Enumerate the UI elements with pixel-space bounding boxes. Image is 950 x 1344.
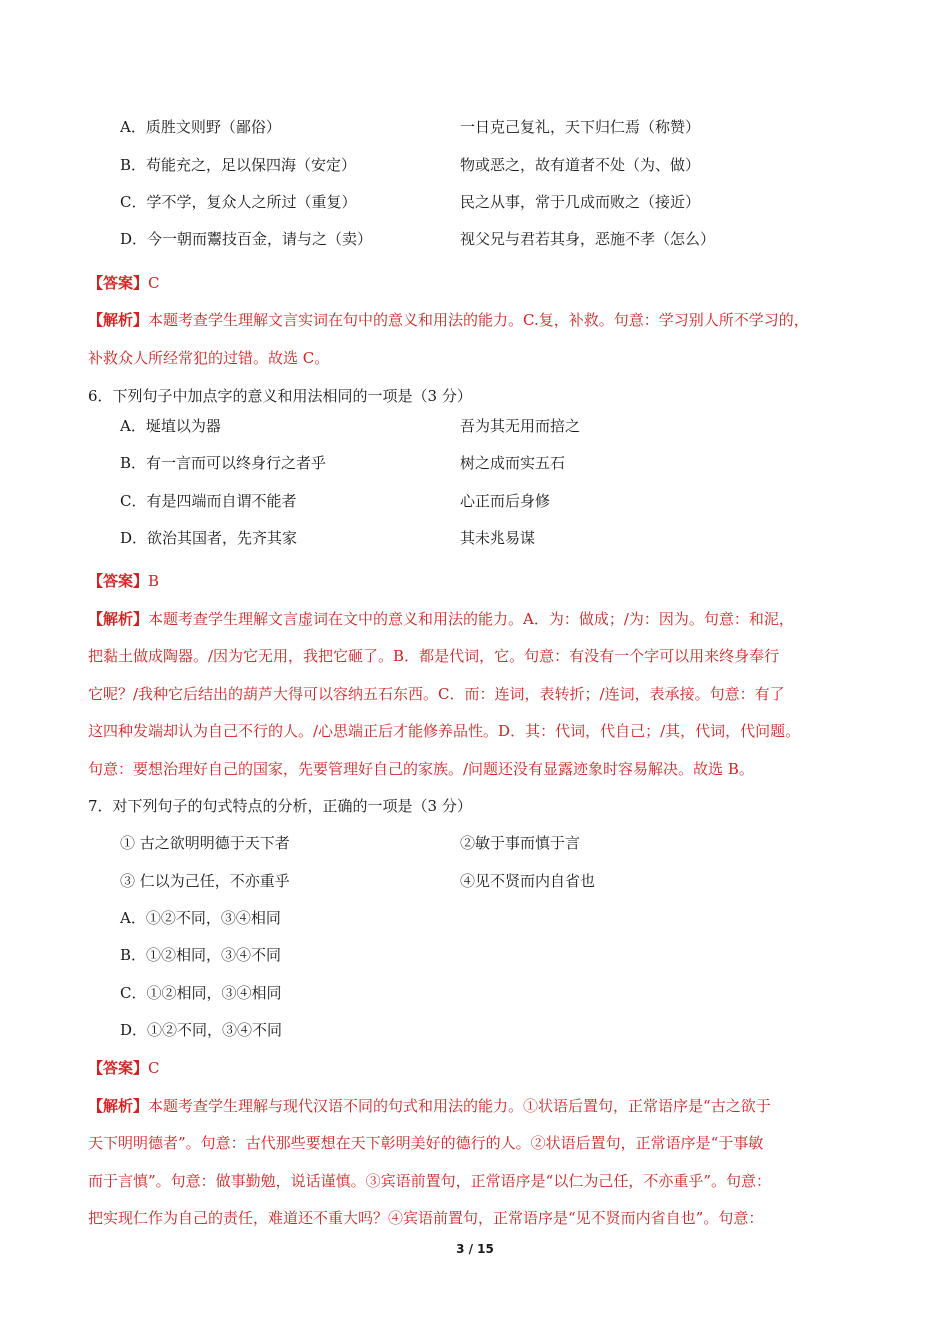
answer-value: B (148, 572, 160, 590)
analysis-tag: 【解析】 (88, 610, 149, 628)
q6-option-a-left: A．埏埴以为器 (120, 417, 221, 435)
q5-option-a-left: A．质胜文则野（鄙俗） (120, 118, 281, 136)
analysis-tag: 【解析】 (88, 311, 149, 329)
q5-option-b-right: 物或恶之，故有道者不处（为、做） (460, 156, 701, 174)
answer-tag: 【答案】 (88, 1059, 149, 1077)
q6-analysis-line-4: 这四种发端却认为自己不行的人。/心思端正后才能修养品性。D．其：代词，代自己；/其，代词，代问题。 (88, 722, 801, 740)
q7-analysis-line-4: 把实现仁作为自己的责任，难道还不重大吗？④宾语前置句，正常语序是“见不贤而内省自也”。句意： (88, 1209, 764, 1227)
q7-question: 7．对下列句子的句式特点的分析，正确的一项是（3 分） (88, 797, 472, 815)
q7-option-d: D．①②不同，③④不同 (120, 1021, 283, 1039)
q6-analysis-line-3: 它呢？/我种它后结出的葫芦大得可以容纳五石东西。C．而：连词，表转折；/连词，表承接。句意：有了 (88, 685, 785, 703)
q7-analysis-line-1: 【解析】本题考查学生理解与现代汉语不同的句式和用法的能力。①状语后置句，正常语序是“古之欲于 (88, 1097, 771, 1115)
q5-option-d-right: 视父兄与君若其身，恶施不孝（怎么） (460, 230, 716, 248)
q5-answer (88, 273, 160, 293)
q5-option-c-left: C．学不学，复众人之所过（重复） (120, 193, 357, 211)
q5-analysis-line-2: 补救众人所经常犯的过错。故选 C。 (88, 349, 330, 367)
q5-option-a-right: 一日克己复礼，天下归仁焉（称赞） (460, 118, 701, 136)
q6-analysis-line-5: 句意：要想治理好自己的国家，先要管理好自己的家族。/问题还没有显露迹象时容易解决。故选 B。 (88, 760, 754, 778)
answer-value: C (148, 274, 160, 292)
q6-option-d-right: 其未兆易谋 (460, 529, 536, 547)
q5-option-c-right: 民之从事，常于几成而败之（接近） (460, 193, 701, 211)
q6-analysis-line-1: 【解析】本题考查学生理解文言虚词在文中的意义和用法的能力。A．为：做成；/为：因为。句意：和泥， (88, 610, 794, 628)
q7-option-c: C．①②相同，③④相同 (120, 984, 282, 1002)
answer-tag: 【答案】 (88, 572, 149, 590)
q6-option-c-right: 心正而后身修 (460, 492, 551, 510)
q7-analysis-line-2: 天下明明德者”。句意：古代那些要想在天下彰明美好的德行的人。②状语后置句，正常语序是“于事敏 (88, 1134, 764, 1152)
q7-sentence-3: ③ 仁以为己任，不亦重乎 (120, 872, 290, 890)
q5-analysis-line-1: 【解析】本题考查学生理解文言实词在句中的意义和用法的能力。C.复，补救。句意：学习别人所不学习的， (88, 311, 809, 329)
q5-option-d-left: D．今一朝而鬻技百金，请与之（卖） (120, 230, 373, 248)
q7-sentence-1: ① 古之欲明明德于天下者 (120, 834, 290, 852)
q6-option-d-left: D．欲治其国者，先齐其家 (120, 529, 298, 547)
page-number: 3 / 15 (456, 1242, 494, 1256)
q6-option-c-left: C．有是四端而自谓不能者 (120, 492, 297, 510)
q6-option-b-right: 树之成而实五石 (460, 454, 566, 472)
q7-analysis-line-3: 而于言慎”。句意：做事勤勉，说话谨慎。③宾语前置句，正常语序是“以仁为己任，不亦重乎”。句意： (88, 1172, 772, 1190)
q7-option-b: B．①②相同，③④不同 (120, 946, 282, 964)
q6-analysis-line-2: 把黏土做成陶器。/因为它无用，我把它砸了。B．都是代词，它。句意：有没有一个字可以用来终身奉行 (88, 647, 780, 665)
answer-value: C (148, 1059, 160, 1077)
q6-answer (88, 571, 159, 591)
q7-sentence-4: ④见不贤而内自省也 (460, 872, 596, 890)
q7-answer (88, 1058, 160, 1078)
q7-sentence-2: ②敏于事而慎于言 (460, 834, 581, 852)
q5-option-b-left: B．苟能充之，足以保四海（安定） (120, 156, 357, 174)
q6-option-a-right: 吾为其无用而掊之 (460, 417, 581, 435)
q7-option-a: A．①②不同，③④相同 (120, 909, 281, 927)
q6-option-b-left: B．有一言而可以终身行之者乎 (120, 454, 327, 472)
analysis-tag: 【解析】 (88, 1097, 149, 1115)
answer-tag: 【答案】 (88, 274, 149, 292)
q6-question: 6．下列句子中加点字的意义和用法相同的一项是（3 分） (88, 387, 472, 405)
